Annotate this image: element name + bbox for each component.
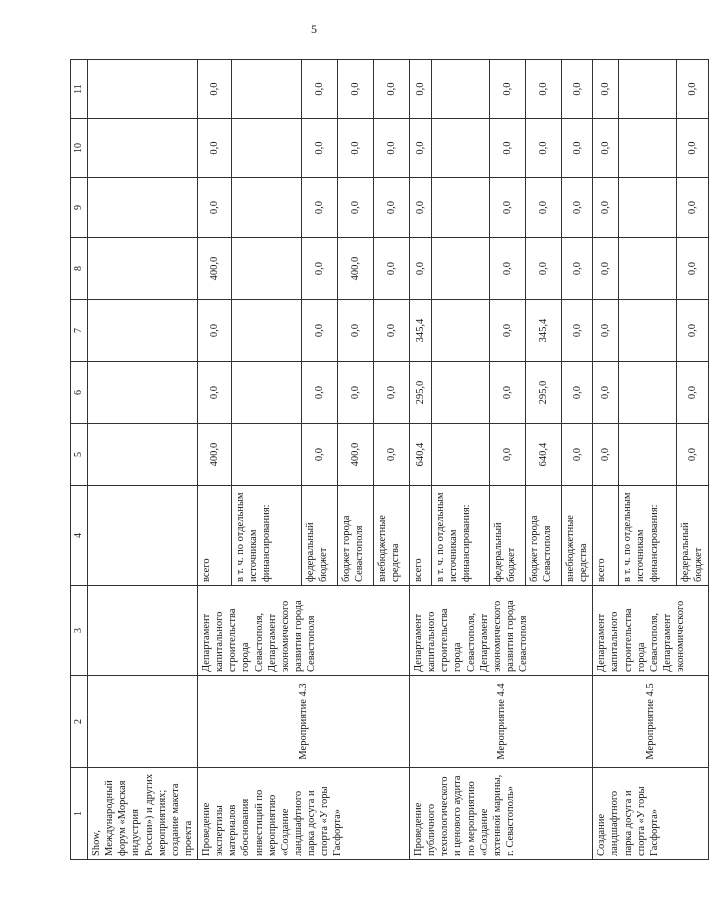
amount-cell xyxy=(619,119,677,178)
amount-cell: 400,0 xyxy=(198,238,232,300)
amount-cell: 0,0 xyxy=(198,178,232,238)
amount-cell: 0,0 xyxy=(302,178,338,238)
column-number: 1 xyxy=(71,768,88,860)
amount-cell: 0,0 xyxy=(490,238,526,300)
table-row xyxy=(410,60,432,860)
amount-cell xyxy=(232,424,302,486)
amount-cell: 0,0 xyxy=(677,60,708,119)
amount-cell: 0,0 xyxy=(302,362,338,424)
amount-cell: 0,0 xyxy=(374,362,410,424)
activity-description-cell: Проведение экспертизы материалов обоснования инвестиций по мероприятию «Создание ландшафтного парка досуга и спорта «У горы Гасфорта» xyxy=(198,768,410,860)
funding-source-cell: федеральный бюджет xyxy=(302,486,338,586)
amount-cell: 0,0 xyxy=(490,60,526,119)
amount-cell xyxy=(432,178,490,238)
funding-source-cell: внебюджетные средства xyxy=(374,486,410,586)
amount-cell xyxy=(619,178,677,238)
amount-cell xyxy=(232,238,302,300)
column-number: 2 xyxy=(71,676,88,768)
amount-cell xyxy=(432,300,490,362)
amount-cell xyxy=(232,119,302,178)
funding-source-cell: в т. ч. по отдельным источникам финансирования: xyxy=(432,486,490,586)
page-number: 5 xyxy=(311,22,317,36)
amount-cell: 0,0 xyxy=(526,60,562,119)
responsible-executor-cell: Департамент капитального строительства города Севастополя, Департамент экономического развития города Севастополя xyxy=(410,586,593,676)
amount-cell: 0,0 xyxy=(338,119,374,178)
amount-cell: 0,0 xyxy=(593,60,619,119)
measure-number-cell: Мероприятие 4.5 xyxy=(593,676,708,768)
amount-cell xyxy=(88,60,198,119)
amount-cell xyxy=(432,424,490,486)
amount-cell: 0,0 xyxy=(302,238,338,300)
column-number: 5 xyxy=(71,424,88,486)
funding-source-cell: бюджет города Севастополя xyxy=(526,486,562,586)
amount-cell xyxy=(88,238,198,300)
amount-cell: 295,0 xyxy=(526,362,562,424)
column-number: 7 xyxy=(71,300,88,362)
funding-source-cell xyxy=(88,486,198,586)
amount-cell: 0,0 xyxy=(490,300,526,362)
table-row xyxy=(593,60,619,860)
amount-cell xyxy=(88,300,198,362)
measure-number-cell: Мероприятие 4.4 xyxy=(410,676,593,768)
amount-cell: 0,0 xyxy=(562,362,593,424)
table-body xyxy=(71,60,709,860)
amount-cell xyxy=(232,60,302,119)
funding-source-cell: всего xyxy=(593,486,619,586)
amount-cell: 0,0 xyxy=(593,362,619,424)
amount-cell xyxy=(432,238,490,300)
amount-cell xyxy=(88,424,198,486)
amount-cell: 0,0 xyxy=(374,119,410,178)
amount-cell: 0,0 xyxy=(374,300,410,362)
amount-cell: 0,0 xyxy=(374,178,410,238)
amount-cell xyxy=(88,119,198,178)
amount-cell xyxy=(432,362,490,424)
amount-cell: 0,0 xyxy=(410,178,432,238)
column-number: 6 xyxy=(71,362,88,424)
amount-cell: 0,0 xyxy=(677,238,708,300)
amount-cell: 400,0 xyxy=(198,424,232,486)
amount-cell: 0,0 xyxy=(562,60,593,119)
amount-cell: 0,0 xyxy=(302,60,338,119)
amount-cell: 0,0 xyxy=(374,60,410,119)
document-page xyxy=(70,60,705,860)
amount-cell: 0,0 xyxy=(593,424,619,486)
amount-cell: 295,0 xyxy=(410,362,432,424)
amount-cell: 0,0 xyxy=(593,178,619,238)
amount-cell: 345,4 xyxy=(410,300,432,362)
amount-cell: 0,0 xyxy=(198,300,232,362)
amount-cell xyxy=(619,362,677,424)
amount-cell: 0,0 xyxy=(593,238,619,300)
amount-cell xyxy=(432,60,490,119)
amount-cell: 0,0 xyxy=(338,178,374,238)
amount-cell: 0,0 xyxy=(526,238,562,300)
funding-source-cell: внебюджетные средства xyxy=(562,486,593,586)
funding-source-cell: бюджет города Севастополя xyxy=(338,486,374,586)
amount-cell: 0,0 xyxy=(562,424,593,486)
activity-description-cell: Создание ландшафтного парка досуга и спорта «У горы Гасфорта» xyxy=(593,768,708,860)
funding-source-cell: всего xyxy=(410,486,432,586)
amount-cell: 0,0 xyxy=(593,300,619,362)
amount-cell xyxy=(432,119,490,178)
amount-cell xyxy=(619,424,677,486)
amount-cell: 640,4 xyxy=(526,424,562,486)
funding-source-cell: федеральный бюджет xyxy=(677,486,708,586)
column-number: 3 xyxy=(71,586,88,676)
amount-cell: 345,4 xyxy=(526,300,562,362)
column-number: 10 xyxy=(71,119,88,178)
amount-cell: 0,0 xyxy=(410,238,432,300)
column-number-row xyxy=(71,60,88,860)
column-number: 9 xyxy=(71,178,88,238)
amount-cell: 0,0 xyxy=(593,119,619,178)
amount-cell: 0,0 xyxy=(302,119,338,178)
amount-cell: 0,0 xyxy=(302,424,338,486)
activity-description-cell: Проведение публичного технологического и ценового аудита по мероприятию «Создание яхтенной марины, г. Севастополь» xyxy=(410,768,593,860)
responsible-executor-cell xyxy=(88,586,198,676)
responsible-executor-cell: Департамент капитального строительства города Севастополя, Департамент экономического развития города Севастополя xyxy=(198,586,410,676)
amount-cell xyxy=(232,300,302,362)
amount-cell xyxy=(619,60,677,119)
measure-number-cell xyxy=(88,676,198,768)
measure-number-cell: Мероприятие 4.3 xyxy=(198,676,410,768)
amount-cell: 400,0 xyxy=(338,238,374,300)
financing-table xyxy=(70,59,709,860)
activity-description-cell: Show, Международный форум «Морская индустрия России») и других мероприятиях; создание макета проекта xyxy=(88,768,198,860)
amount-cell: 0,0 xyxy=(374,424,410,486)
column-number: 11 xyxy=(71,60,88,119)
amount-cell: 0,0 xyxy=(562,178,593,238)
amount-cell: 0,0 xyxy=(338,60,374,119)
amount-cell: 0,0 xyxy=(490,362,526,424)
funding-source-cell: в т. ч. по отдельным источникам финансирования: xyxy=(619,486,677,586)
amount-cell xyxy=(619,238,677,300)
amount-cell: 0,0 xyxy=(677,424,708,486)
amount-cell: 0,0 xyxy=(677,362,708,424)
amount-cell: 640,4 xyxy=(410,424,432,486)
amount-cell: 0,0 xyxy=(562,300,593,362)
amount-cell: 0,0 xyxy=(677,119,708,178)
amount-cell: 0,0 xyxy=(490,119,526,178)
funding-source-cell: всего xyxy=(198,486,232,586)
amount-cell: 0,0 xyxy=(338,362,374,424)
amount-cell: 0,0 xyxy=(677,178,708,238)
amount-cell: 0,0 xyxy=(374,238,410,300)
amount-cell xyxy=(619,300,677,362)
amount-cell: 0,0 xyxy=(490,178,526,238)
amount-cell: 0,0 xyxy=(526,119,562,178)
amount-cell: 0,0 xyxy=(410,60,432,119)
amount-cell: 400,0 xyxy=(338,424,374,486)
amount-cell: 0,0 xyxy=(526,178,562,238)
funding-source-cell: в т. ч. по отдельным источникам финансирования: xyxy=(232,486,302,586)
amount-cell: 0,0 xyxy=(562,119,593,178)
table-row xyxy=(198,60,232,860)
amount-cell: 0,0 xyxy=(198,362,232,424)
amount-cell: 0,0 xyxy=(338,300,374,362)
amount-cell: 0,0 xyxy=(302,300,338,362)
amount-cell: 0,0 xyxy=(198,119,232,178)
amount-cell xyxy=(88,178,198,238)
amount-cell: 0,0 xyxy=(198,60,232,119)
responsible-executor-cell: Департамент капитального строительства города Севастополя, Департамент экономического xyxy=(593,586,708,676)
amount-cell: 0,0 xyxy=(410,119,432,178)
amount-cell: 0,0 xyxy=(677,300,708,362)
amount-cell: 0,0 xyxy=(562,238,593,300)
amount-cell xyxy=(88,362,198,424)
table-row xyxy=(88,60,198,860)
amount-cell xyxy=(232,178,302,238)
amount-cell xyxy=(232,362,302,424)
column-number: 4 xyxy=(71,486,88,586)
amount-cell: 0,0 xyxy=(490,424,526,486)
column-number: 8 xyxy=(71,238,88,300)
funding-source-cell: федеральный бюджет xyxy=(490,486,526,586)
